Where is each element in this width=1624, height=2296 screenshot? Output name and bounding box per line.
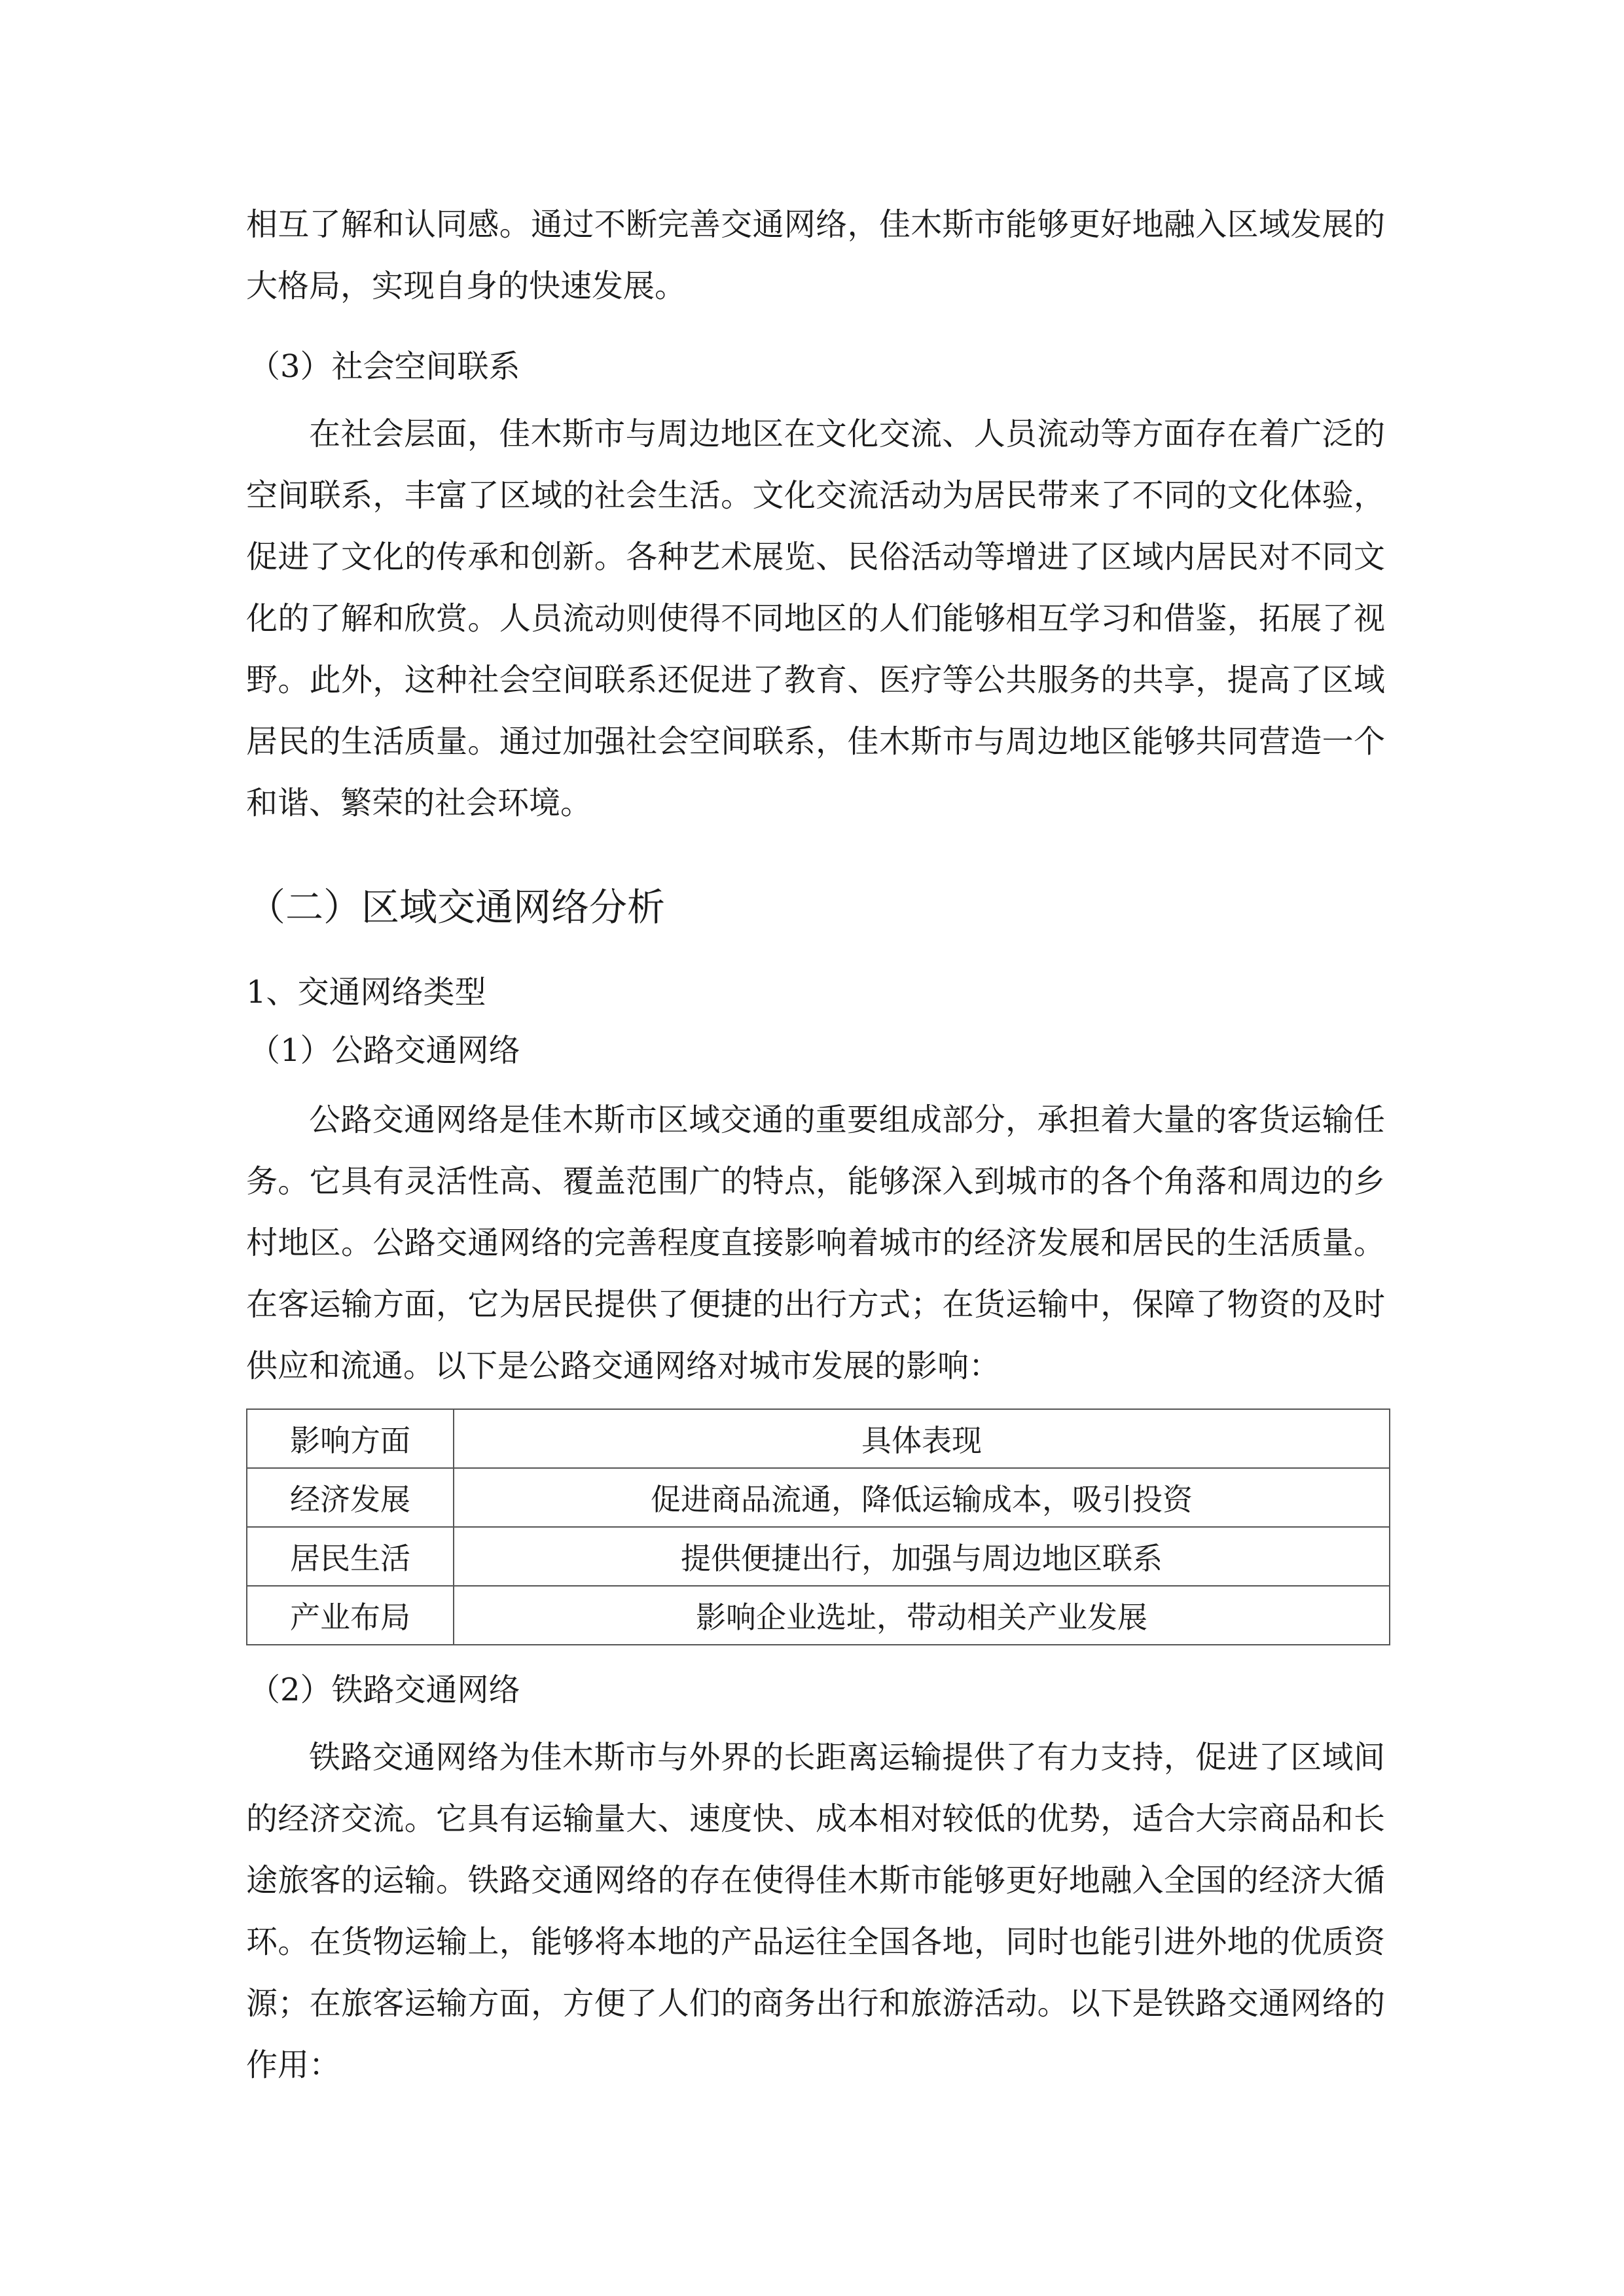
intro-paragraph-tail: 相互了解和认同感。通过不断完善交通网络，佳木斯市能够更好地融入区域发展的大格局，实现自身的快速发展。 [246, 206, 1385, 304]
table-header-row [247, 1409, 1390, 1468]
table-header-cell: 具体表现 [454, 1409, 1390, 1468]
rail-heading: （2）铁路交通网络 [249, 1672, 520, 1708]
table-cell: 促进商品流通，降低运输成本，吸引投资 [454, 1468, 1390, 1527]
table-cell: 影响企业选址，带动相关产业发展 [454, 1586, 1390, 1645]
social-paragraph: 在社会层面，佳木斯市与周边地区在文化交流、人员流动等方面存在着广泛的空间联系，丰富了区域的社会生活。文化交流活动为居民带来了不同的文化体验，促进了文化的传承和创新。各种艺术展览、民俗活动等增进了区域内居民对不同文化的了解和欣赏。人员流动则使得不同地区的人们能够相互学习和借鉴，拓展了视野。此外，这种社会空间联系还促进了教育、医疗等公共服务的共享，提高了区域居民的生活质量。通过加强社会空间联系，佳木斯市与周边地区能够共同营造一个和谐、繁荣的社会环境。 [246, 416, 1385, 821]
table-header-cell: 影响方面 [247, 1409, 454, 1468]
rail-paragraph: 铁路交通网络为佳木斯市与外界的长距离运输提供了有力支持，促进了区域间的经济交流。它具有运输量大、速度快、成本相对较低的优势，适合大宗商品和长途旅客的运输。铁路交通网络的存在使得佳木斯市能够更好地融入全国的经济大循环。在货物运输上，能够将本地的产品运往全国各地，同时也能引进外地的优质资源；在旅客运输方面，方便了人们的商务出行和旅游活动。以下是铁路交通网络的作用： [246, 1739, 1385, 2083]
table-row [247, 1527, 1390, 1586]
road-impact-table [246, 1408, 1390, 1645]
table-cell: 经济发展 [247, 1468, 454, 1527]
subsection-heading: 1、交通网络类型 [246, 974, 486, 1011]
table-row [247, 1468, 1390, 1527]
road-paragraph: 公路交通网络是佳木斯市区域交通的重要组成部分，承担着大量的客货运输任务。它具有灵活性高、覆盖范围广的特点，能够深入到城市的各个角落和周边的乡村地区。公路交通网络的完善程度直接影响着城市的经济发展和居民的生活质量。在客运输方面，它为居民提供了便捷的出行方式；在货运输中，保障了物资的及时供应和流通。以下是公路交通网络对城市发展的影响： [246, 1102, 1385, 1384]
road-heading: （1）公路交通网络 [249, 1032, 520, 1069]
social-heading: （3）社会空间联系 [249, 348, 520, 385]
table-row [247, 1586, 1390, 1645]
table-cell: 提供便捷出行，加强与周边地区联系 [454, 1527, 1390, 1586]
table-cell: 产业布局 [247, 1586, 454, 1645]
table-cell: 居民生活 [247, 1527, 454, 1586]
section-heading: （二）区域交通网络分析 [247, 885, 666, 929]
